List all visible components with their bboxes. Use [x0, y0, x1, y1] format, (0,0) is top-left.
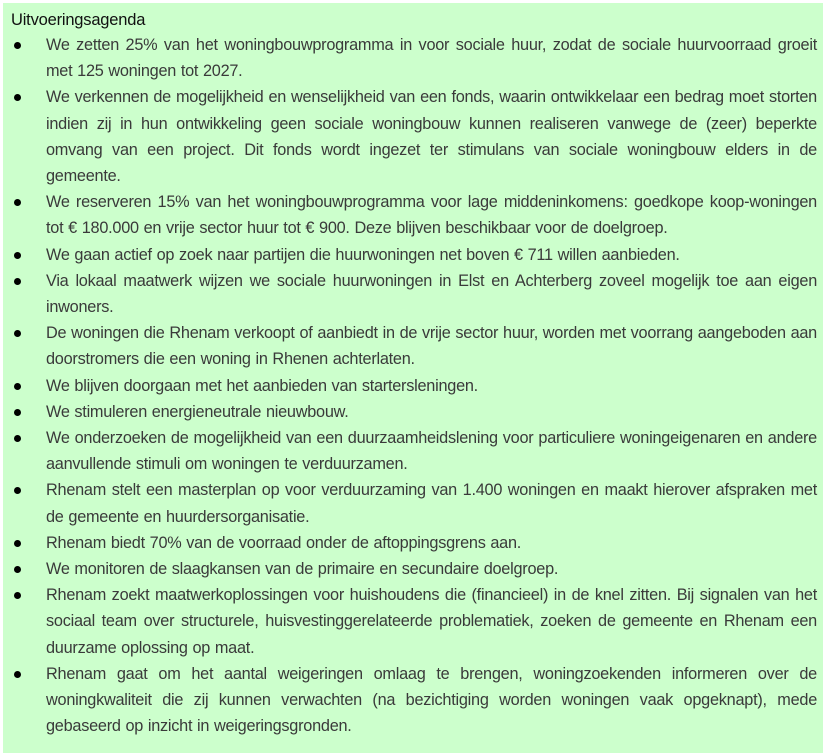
list-item — [7, 399, 819, 425]
list-item — [7, 320, 819, 372]
list-item-text: De woningen die Rhenam verkoopt of aanbiedt in de vrije sector huur, worden met voorrang aangeboden aan doorstromers die een woning in Rhenen achterlaten. — [46, 324, 817, 369]
bullet-icon — [14, 383, 21, 390]
agenda-list — [7, 32, 819, 739]
list-item — [7, 84, 819, 189]
list-item-text: We reserveren 15% van het woningbouwprogramma voor lage middeninkomens: goedkope koop-woningen tot € 180.000 en vrije sector huur tot € 900. Deze blijven beschikbaar voor de doelgroep. — [46, 193, 817, 238]
bullet-icon — [14, 278, 21, 285]
bullet-icon — [14, 330, 21, 337]
list-item — [7, 556, 819, 582]
list-item-text: Via lokaal maatwerk wijzen we sociale huurwoningen in Elst en Achterberg zoveel mogelijk toe aan eigen inwoners. — [46, 271, 817, 317]
section-heading: Uitvoeringsagenda — [11, 11, 146, 29]
list-item — [7, 189, 819, 241]
bullet-icon — [14, 42, 21, 49]
list-item — [7, 661, 819, 740]
bullet-icon — [14, 252, 21, 259]
list-item — [7, 477, 819, 529]
list-item — [7, 530, 819, 556]
list-item-text: We gaan actief op zoek naar partijen die huurwoningen net boven € 711 willen aanbieden. — [46, 245, 680, 264]
list-item-text: Rhenam stelt een masterplan op voor verduurzaming van 1.400 woningen en maakt hierover afspraken met de gemeente en huurdersorganisatie. — [46, 481, 817, 526]
bullet-icon — [14, 435, 21, 442]
bullet-icon — [14, 487, 21, 494]
bullet-icon — [14, 199, 21, 206]
list-item-text: We onderzoeken de mogelijkheid van een duurzaamheidslening voor particuliere woningeigenaren en andere aanvullende stimuli om woningen te verduurzamen. — [46, 429, 817, 474]
bullet-icon — [14, 566, 21, 573]
list-item-text: We blijven doorgaan met het aanbieden van startersleningen. — [46, 376, 478, 395]
list-item — [7, 242, 819, 268]
list-item — [7, 32, 819, 84]
bullet-icon — [14, 671, 21, 678]
list-item-text: Rhenam biedt 70% van de voorraad onder de aftoppingsgrens aan. — [46, 533, 522, 552]
list-item-text: We stimuleren energieneutrale nieuwbouw. — [46, 402, 349, 421]
list-item-text: We zetten 25% van het woningbouwprogramma in voor sociale huur, zodat de sociale huurvoorraad groeit met 125 woningen tot 2027. — [46, 36, 817, 81]
list-item — [7, 582, 819, 661]
list-item-text: We monitoren de slaagkansen van de primaire en secundaire doelgroep. — [46, 560, 559, 579]
bullet-icon — [14, 540, 21, 547]
agenda-panel — [3, 3, 823, 753]
list-item-text: We verkennen de mogelijkheid en wenselijkheid van een fonds, waarin ontwikkelaar een bedrag moet storten indien zij in hun ontwikkeling geen sociale woningbouw kunnen realiseren vanwege de (zeer) beperkte omvang van een project. Dit fonds wordt ingezet ter stimulans van sociale woningbouw elders in de gemeente. — [46, 88, 817, 186]
list-item-text: Rhenam gaat om het aantal weigeringen omlaag te brengen, woningzoekenden informeren over de woningkwaliteit die zij kunnen verwachten (na bezichtiging worden woningen vaak opgeknapt), mede gebaseerd op inzicht in weigeringsgronden. — [46, 664, 817, 736]
list-item — [7, 268, 819, 320]
bullet-icon — [14, 94, 21, 101]
list-item — [7, 373, 819, 399]
list-item — [7, 425, 819, 477]
bullet-icon — [14, 409, 21, 416]
list-item-text: Rhenam zoekt maatwerkoplossingen voor huishoudens die (financieel) in de knel zitten. Bij signalen van het sociaal team over structurele, huisvestinggerelateerde problematiek, zoeken de gemeente en Rhenam een duurzame oplossing op maat. — [46, 586, 817, 657]
bullet-icon — [14, 592, 21, 599]
